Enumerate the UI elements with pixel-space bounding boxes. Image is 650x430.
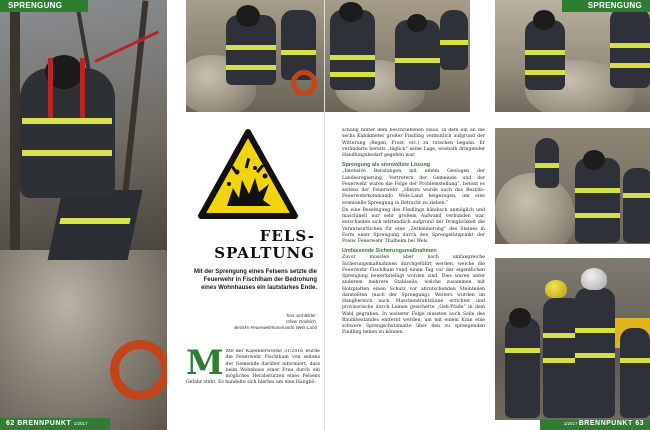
- subheading-safety: Umfassende Sicherungsmaßnahmen: [342, 248, 437, 255]
- headline: [190, 228, 315, 262]
- issue-right: 1/2017: [563, 421, 579, 426]
- magazine-name-right: BRENNPUNKT: [578, 420, 636, 427]
- body-paragraph: „Intensive Beratungen mit einem Geologen der Landesregierung, Vertretern der Gemeinde und der Feuerwehr waren die Folge der Problemstellung“, betont es seitens der Feuerwehr. „Hierzu wurde auch das Bezirks-Feuerwehrkommando Wels-Land beigezogen, um eine eventuelle Sprengung in Betracht zu ziehen.“: [342, 169, 485, 206]
- body-column-left: [186, 349, 320, 411]
- section-tab-right: SPRENGUNG: [562, 0, 650, 12]
- lead-paragraph: Mit der Sprengung eines Felsens setzte die Feuerwehr in Fischlham der Bedrohung eines Wohnhauses ein lautstarkes Ende.: [193, 269, 317, 292]
- body-paragraph: Da eine Beseitigung des Findlings händisch unmöglich und maschinell nur sehr großem Aufwand verbunden war, entschieden sich letztendlich aufgrund der Dringlichkeit die Verantwortlichen für eine „Zerkleinerung“ des Steines in Form einer Sprengung durch den Sprengstützpunkt der Freiw. Feuerwehr Thalheim bei Wels.: [342, 207, 485, 244]
- body-column-right: [342, 128, 485, 418]
- headline-line-1: FELS-: [259, 227, 315, 245]
- photo-firefighters-at-boulder: [325, 0, 470, 112]
- photo-safety-measures: [495, 128, 650, 244]
- footer-left: [0, 418, 110, 430]
- magazine-name-left: BRENNPUNKT: [17, 420, 74, 427]
- photo-firefighters-preparing: [186, 0, 324, 112]
- author-credit: Text und Bilder: Oliver Dorfeich, Bezirks-Feuerwehrkommando Wels-Land: [234, 313, 317, 330]
- body-text-left: itte der Kalenderwoche 31/2016 wurde die Feuerwehr Fischlham von seitens der Gemeinde darüber informiert, dass beim Wohnhaus einer Frau durch ein mögliches Herabstürzen eines Felsens Gefahr steht. Es handelte sich hierbei um eine Hangbö-: [186, 349, 320, 386]
- page-number-right: 63: [635, 420, 644, 427]
- headline-line-2: SPALTUNG: [214, 244, 315, 262]
- explosion-warning-icon: [197, 128, 299, 220]
- body-paragraph: Zuvor mussten aber noch umfangreiche Sicherungsmaßnahmen durchgeführt werden, welche die Feuerwehr Fischlham rund einen Tag vor der eigentlichen Sprengung bewerkstelligt worden sind. Dies waren unter anderem mehrere Stahlseile, welche zusammen mit Holzplatten einen Schutz vor abrutschenden Steinteilen darstellten (nach der Sprengung). Weiters wurden im Hangbereich auch Maschendrahtzäune errichtet und provisorische durch Leinen gesicherte „Geh-Pfade“ in dem Wald gegraben. In weiterer Folge mussten auch Seile des Baumbestandes entfernt werden, um mit einem Kran eine schwere Sprengschutzmatte über den zu sprengenden Findling heben zu können.: [342, 255, 485, 336]
- drop-cap: M: [186, 349, 224, 383]
- photo-team-briefing: [495, 258, 650, 420]
- subheading-blasting: Sprengung als sinnvollste Lösung: [342, 162, 431, 169]
- photo-firefighter-climbing: [495, 0, 650, 112]
- issue-left: 1/2017: [73, 421, 88, 426]
- body-paragraph: schung hinter dem beschriebenen Haus, in dem ein an die sechs Kubikmeter großer Findling vermutlich aufgrund der Witterung (Regen, Frost, etc.) zu rutschen begann. Er veränderte bereits „täglich“ seine Lage, weshalb dringender Handlungsbedarf gegeben war.: [342, 128, 485, 158]
- page-number-left: 62: [6, 420, 18, 427]
- section-tab-left: SPRENGUNG: [0, 0, 88, 12]
- photo-firefighter-on-rope: [0, 0, 167, 430]
